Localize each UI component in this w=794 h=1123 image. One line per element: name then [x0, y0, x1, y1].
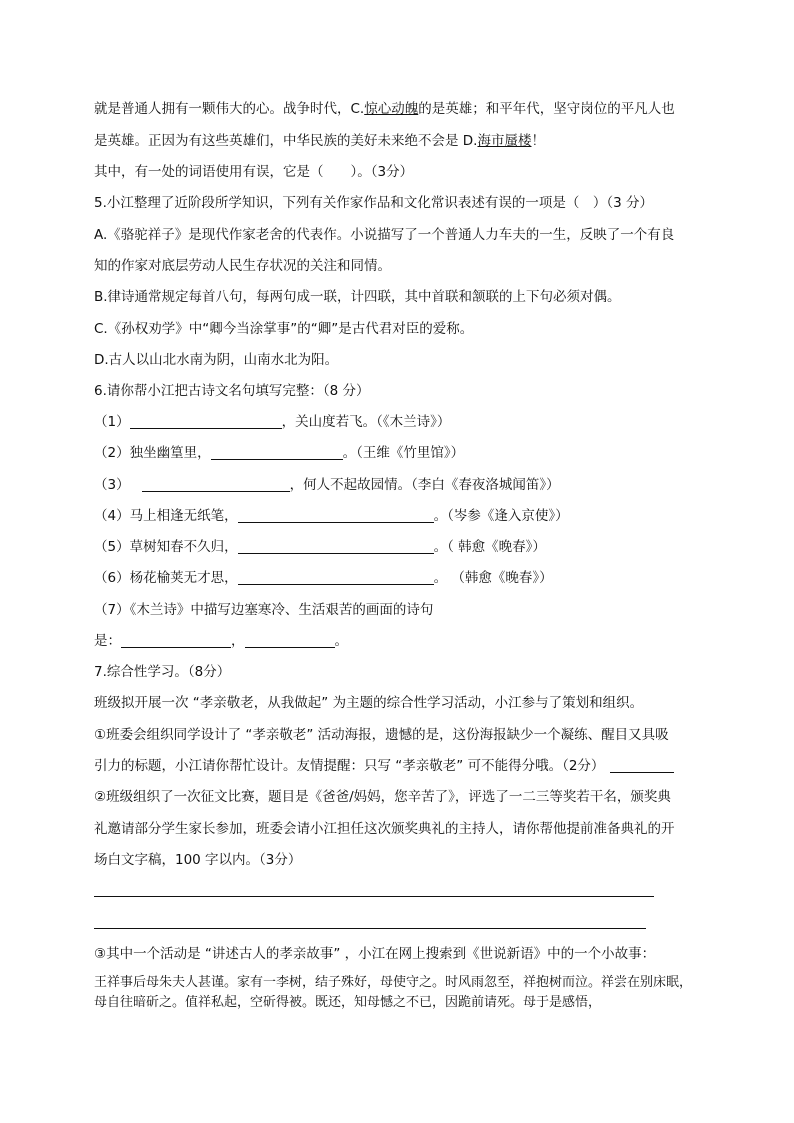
option-d: D.古人以山北水南为阴，山南水北为阳。	[94, 352, 339, 368]
fill-item-4	[94, 506, 569, 526]
fill-item-7-answer	[94, 631, 348, 651]
subquestion-1-line-1: ①班委会组织同学设计了 “孝亲敬老” 活动海报，遗憾的是，这份海报缺少一个凝练、醒目又具吸	[94, 727, 669, 743]
subquestion-2-line-3: 场白文字稿，100 字以内。（3分）	[94, 852, 302, 868]
paragraph-line	[94, 131, 545, 151]
item-text: 。	[334, 633, 348, 649]
text: 是英雄。正因为有这些英雄们，中华民族的美好未来绝不会是 D.	[94, 133, 478, 149]
item-text: 。（岑参《逢入京使》）	[433, 508, 569, 524]
underlined-word-d: 海市蜃楼	[477, 133, 532, 149]
fill-item-6	[94, 568, 553, 588]
item-text: （5）草树知春不久归，	[94, 539, 238, 555]
item-text: 。（ 韩愈《晚春》）	[433, 539, 546, 555]
answer-line[interactable]	[94, 896, 654, 897]
item-text: 。（王维《竹里馆》）	[342, 445, 465, 461]
item-text: 是：	[94, 633, 121, 649]
answer-blank[interactable]	[142, 477, 290, 492]
option-b: B.律诗通常规定每首八句，每两句成一联，计四联，其中首联和颔联的上下句必须对偶。	[94, 289, 621, 305]
item-number: （3）	[94, 477, 130, 493]
fill-item-5	[94, 537, 546, 557]
answer-blank[interactable]	[121, 633, 231, 648]
question-7-stem: 7.综合性学习。（8分）	[94, 664, 231, 680]
fill-item-3	[94, 475, 560, 495]
answer-blank[interactable]	[238, 539, 434, 554]
question-5-stem: 5.小江整理了近阶段所学知识，下列有关作家作品和文化常识表述有误的一项是（ ）（3 分）	[94, 195, 654, 211]
item-text: （4）马上相逢无纸笔，	[94, 508, 238, 524]
option-a-line-1: A.《骆驼祥子》是现代作家老舍的代表作。小说描写了一个普通人力车夫的一生，反映了一个有良	[94, 227, 675, 243]
paragraph-line	[94, 99, 675, 119]
subquestion-1-line-2	[94, 756, 674, 776]
text: 就是普通人拥有一颗伟大的心。战争时代，C.	[94, 101, 365, 117]
answer-blank[interactable]	[130, 414, 282, 429]
item-text: ，关山度若飞。（《木兰诗》）	[281, 414, 451, 430]
item-text: ，何人不起故园情。（李白《春夜洛城闻笛》）	[289, 477, 560, 493]
fill-item-2	[94, 443, 464, 463]
fill-item-7: （7）《木兰诗》中描写边塞寒冷、生活艰苦的画面的诗句	[94, 602, 434, 618]
answer-line[interactable]	[94, 928, 646, 929]
answer-blank[interactable]	[238, 570, 434, 585]
subquestion-3: ③其中一个活动是 “讲述古人的孝亲故事” ，小江在网上搜索到《世说新语》中的一个小故事：	[94, 946, 656, 962]
option-c: C.《孙权劝学》中“卿今当涂掌事”的“卿”是古代君对臣的爱称。	[94, 321, 474, 337]
item-text: （2）独坐幽篁里，	[94, 445, 211, 461]
underlined-word-c: 惊心动魄	[364, 101, 419, 117]
text: ！	[531, 133, 545, 149]
answer-blank[interactable]	[610, 758, 674, 773]
question-6-stem: 6.请你帮小江把古诗文名句填写完整：（8 分）	[94, 383, 370, 399]
text: 的是英雄；和平年代，坚守岗位的平凡人也	[418, 101, 675, 117]
answer-blank[interactable]	[245, 633, 335, 648]
answer-blank[interactable]	[211, 445, 343, 460]
item-number: （1）	[94, 414, 130, 430]
classical-story-excerpt: 王祥事后母朱夫人甚谨。家有一李树，结子殊好，母使守之。时风雨忽至，祥抱树而泣。祥尝在别床眠，母自往暗斫之。值祥私起，空斫得被。既还，知母憾之不已，因跪前请死。母于是感悟，	[94, 975, 693, 1010]
item-text: 引力的标题，小江请你帮忙设计。友情提醒：只写 “孝亲敬老” 可不能得分哦。（2分）	[94, 758, 605, 774]
question-7-intro: 班级拟开展一次 “孝亲敬老，从我做起” 为主题的综合性学习活动，小江参与了策划和组织。	[94, 695, 644, 711]
item-text: （6）杨花榆荚无才思，	[94, 570, 238, 586]
answer-blank[interactable]	[238, 508, 434, 523]
subquestion-2-line-1: ②班级组织了一次征文比赛，题目是《爸爸/妈妈，您辛苦了》，评选了一二三等奖若干名，颁奖典	[94, 789, 671, 805]
option-a-line-2: 知的作家对底层劳动人民生存状况的关注和同情。	[94, 258, 391, 274]
item-text: 。 （韩愈《晚春》）	[433, 570, 553, 586]
fill-item-1	[94, 412, 450, 432]
subquestion-2-line-2: 礼邀请部分学生家长参加，班委会请小江担任这次颁奖典礼的主持人，请你帮他提前准备典礼的开	[94, 821, 675, 837]
item-text: ，	[231, 633, 245, 649]
question-prompt: 其中，有一处的词语使用有误，它是（ ）。（3分）	[94, 164, 414, 180]
